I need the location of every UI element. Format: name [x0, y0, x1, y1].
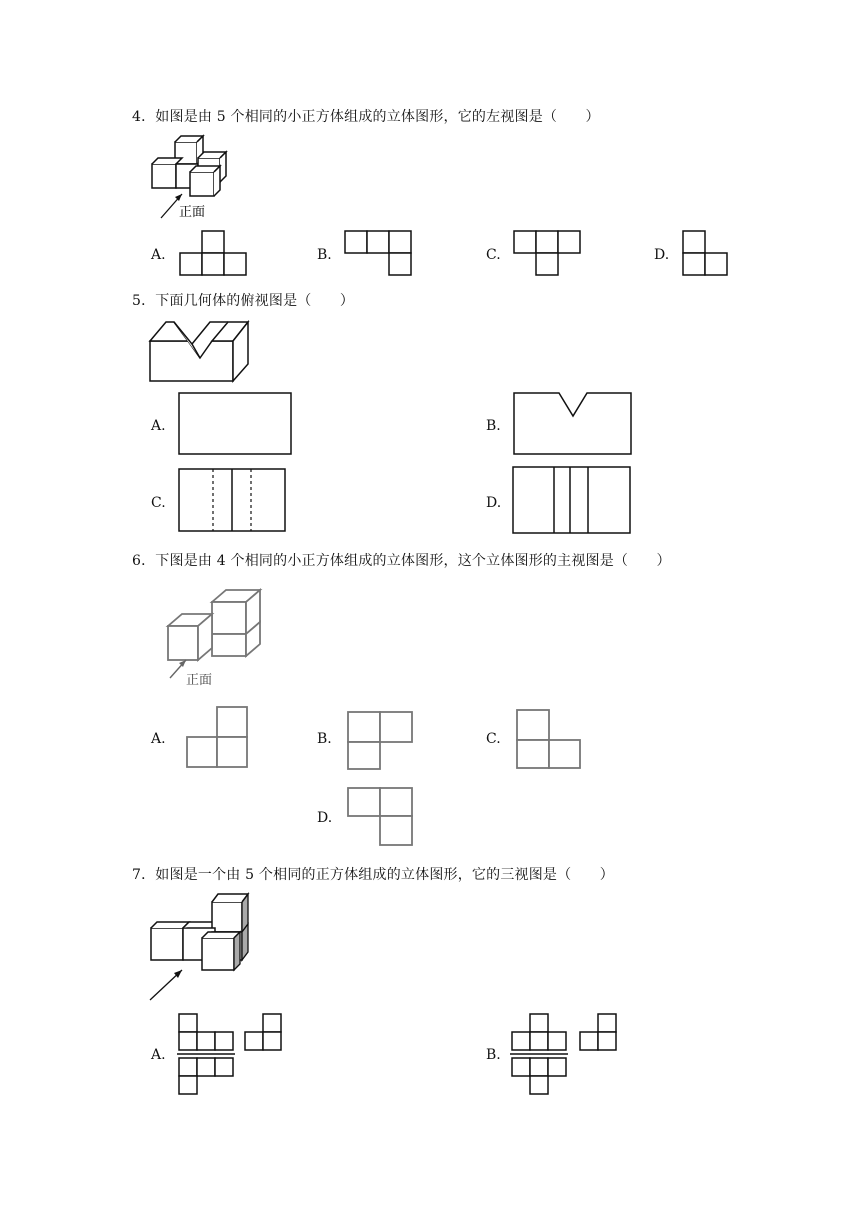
question-5-solid-figure [148, 316, 253, 386]
q4-option-c-figure[interactable] [514, 230, 584, 276]
question-6-text: 6．下图是由 4 个相同的小正方体组成的立体图形，这个立体图形的主视图是（ ） [132, 553, 671, 569]
q4-option-b-label[interactable]: B. [317, 247, 332, 263]
question-4-text: 4．如图是由 5 个相同的小正方体组成的立体图形，它的左视图是（ ） [132, 109, 600, 125]
question-6-solid-figure [160, 586, 270, 688]
q4-option-a-figure[interactable] [180, 230, 250, 276]
q4-option-d-label[interactable]: D. [654, 247, 670, 263]
q6-option-c-figure[interactable] [515, 708, 585, 770]
q4-option-b-figure[interactable] [345, 230, 415, 276]
q5-option-d-label[interactable]: D. [486, 495, 502, 511]
q5-option-d-figure[interactable] [512, 466, 634, 536]
q7-option-b-label[interactable]: B. [486, 1047, 501, 1063]
q5-option-c-label[interactable]: C. [151, 495, 166, 511]
q5-option-a-figure[interactable] [178, 392, 293, 456]
question-7-solid-figure [146, 890, 256, 1005]
question-7-text: 7．如图是一个由 5 个相同的正方体组成的立体图形，它的三视图是（ ） [132, 867, 614, 883]
front-label: 正面 [179, 205, 206, 220]
q5-option-b-label[interactable]: B. [486, 418, 501, 434]
q5-option-b-figure[interactable] [513, 392, 635, 456]
question-4-solid-figure [148, 134, 238, 224]
q4-option-c-label[interactable]: C. [486, 247, 501, 263]
q6-option-a-label[interactable]: A. [151, 731, 166, 747]
q6-option-d-label[interactable]: D. [317, 810, 333, 826]
q6-option-b-label[interactable]: B. [317, 731, 332, 747]
q6-option-a-figure[interactable] [185, 706, 251, 770]
q5-option-c-figure[interactable] [178, 468, 288, 534]
q4-option-a-label[interactable]: A. [151, 247, 166, 263]
q6-option-d-figure[interactable] [346, 786, 416, 848]
q6-option-c-label[interactable]: C. [486, 731, 501, 747]
question-5-text: 5．下面几何体的俯视图是（ ） [132, 293, 355, 309]
q4-option-d-figure[interactable] [683, 230, 733, 276]
q7-option-a-figure[interactable] [177, 1012, 287, 1098]
q5-option-a-label[interactable]: A. [151, 418, 166, 434]
q7-option-b-figure[interactable] [510, 1012, 622, 1098]
front-label: 正面 [186, 673, 213, 688]
q6-option-b-figure[interactable] [346, 710, 416, 772]
q7-option-a-label[interactable]: A. [151, 1047, 166, 1063]
